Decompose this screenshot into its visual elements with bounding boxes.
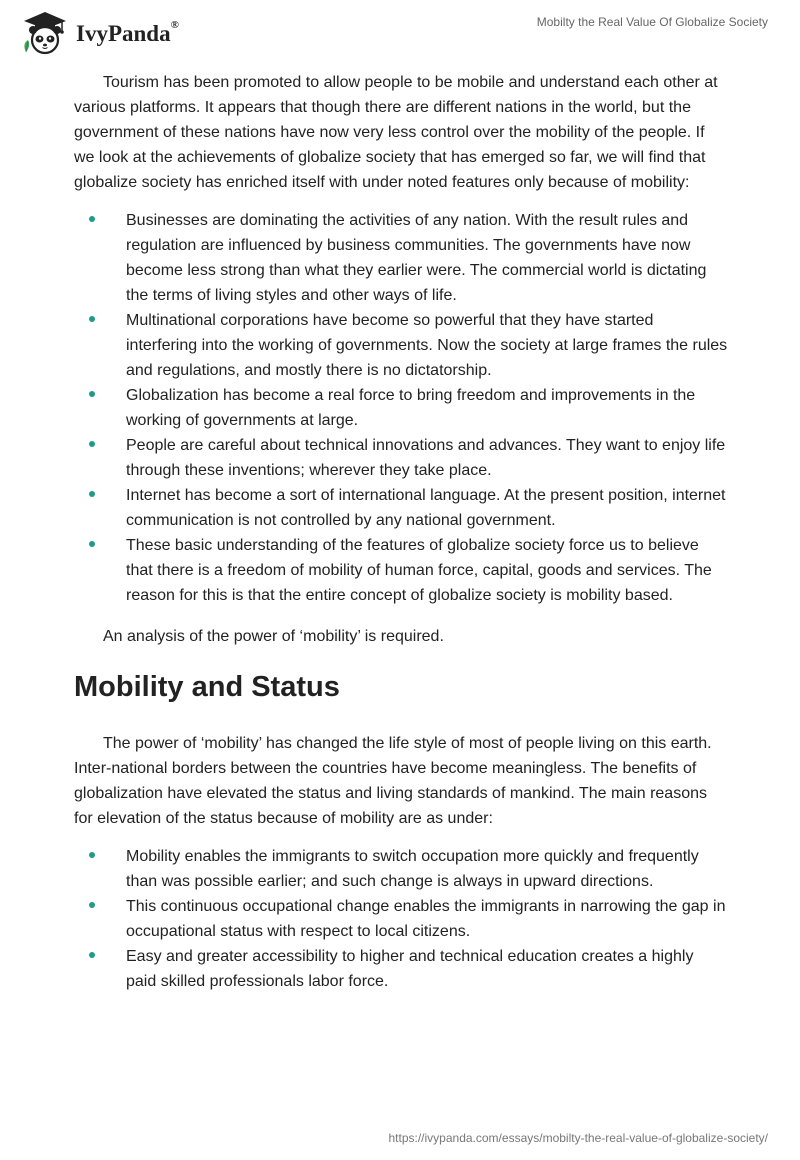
bullet-icon [89,316,95,322]
intro-paragraph: Tourism has been promoted to allow people to be mobile and understand each other at various platforms. It appears that though there are different nations in the world, but the government of these nations have now very less control over the mobility of the people. If we look at the achievements of globalize society that has emerged so far, we will find that globalize society has enriched itself with under noted features only because of mobility: [74,74,718,191]
reasons-list [74,844,728,994]
brand-name: IvyPanda® [76,19,179,46]
ivypanda-logo[interactable] [16,8,179,56]
bullet-icon [89,216,95,222]
list-item: People are careful about technical innovations and advances. They want to enjoy life through these inventions; wherever they take place. [74,433,728,483]
bullet-icon [89,441,95,447]
section-heading: Mobility and Status [74,671,340,703]
analysis-paragraph: An analysis of the power of ‘mobility’ is required. [103,628,444,645]
list-item: Businesses are dominating the activities of any nation. With the result rules and regulation are influenced by business communities. The governments have now become less strong than what they earlier were. The commercial world is dictating the terms of living styles and other ways of life. [74,208,728,308]
bullet-icon [89,952,95,958]
bullet-icon [89,391,95,397]
page-header [0,0,800,60]
list-item: Easy and greater accessibility to higher and technical education creates a highly paid skilled professionals labor force. [74,944,728,994]
features-list [74,208,728,608]
list-item: Multinational corporations have become so powerful that they have started interfering into the working of governments. Now the society at large frames the rules and regulations, and mostly there is no dictatorship. [74,308,728,383]
essay-content [74,70,728,994]
bullet-icon [89,491,95,497]
document-title: Mobilty the Real Value Of Globalize Society [536,15,768,29]
list-item: These basic understanding of the features of globalize society force us to believe that there is a freedom of mobility of human force, capital, goods and services. The reason for this is that the entire concept of globalize society is mobility based. [74,533,728,608]
bullet-icon [89,902,95,908]
status-paragraph: The power of ‘mobility’ has changed the life style of most of people living on this earth. Inter-national borders between the countries have become meaningless. The benefits of globalization have elevated the status and living standards of mankind. The main reasons for elevation of the status because of mobility are as under: [74,735,712,827]
list-item: Globalization has become a real force to bring freedom and improvements in the working of governments at large. [74,383,728,433]
list-item: Mobility enables the immigrants to switch occupation more quickly and frequently than was possible earlier; and such change is always in upward directions. [74,844,728,894]
bullet-icon [89,541,95,547]
list-item: This continuous occupational change enables the immigrants in narrowing the gap in occupational status with respect to local citizens. [74,894,728,944]
panda-graduation-cap-icon [16,8,72,56]
list-item: Internet has become a sort of international language. At the present position, internet communication is not controlled by any national government. [74,483,728,533]
source-url[interactable]: https://ivypanda.com/essays/mobilty-the-real-value-of-globalize-society/ [388,1131,768,1145]
bullet-icon [89,852,95,858]
